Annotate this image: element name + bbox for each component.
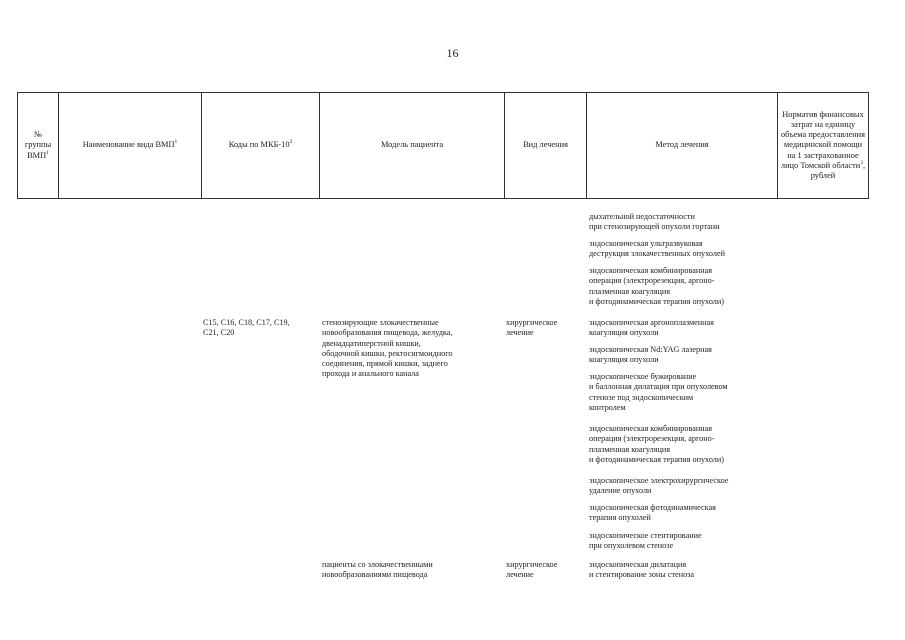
header-treatment-method-text: Метод лечения bbox=[655, 140, 709, 150]
method-cell: эндоскопическая фотодинамическая терапия опухолей bbox=[589, 503, 716, 523]
method-cell: эндоскопическая аргоноплазменная коагуляция опухоли bbox=[589, 318, 714, 338]
patient-model-cell: пациенты со злокачественными новообразованиями пищевода bbox=[322, 560, 433, 580]
header-icd-codes-text: Коды по МКБ-10 bbox=[228, 140, 290, 150]
header-cost-norm-text: Норматив финансовых затрат на единицу объема предоставления медицинской помощи на 1 застрахованное лицо Томской области bbox=[780, 109, 866, 170]
method-cell: эндоскопическое бужирование и баллонная дилатация при опухолевом стенозе под эндоскопическим контролем bbox=[589, 372, 728, 412]
icd-codes-cell: C15, C16, C18, C17, C19, C21, C20 bbox=[203, 318, 290, 338]
footnote-mark: 3 bbox=[860, 160, 863, 166]
method-cell: эндоскопическое электрохирургическое удаление опухоли bbox=[589, 476, 729, 496]
header-patient-model bbox=[320, 93, 505, 198]
header-cost-norm-suffix: , рублей bbox=[810, 160, 866, 180]
patient-model-cell: стенозирующие злокачественные новообразования пищевода, желудка, двенадцатиперстной кишки, ободочной кишки, ректосигмоидного соединения, прямой кишки, заднего прохода и анального канала bbox=[322, 318, 453, 379]
header-treatment-kind bbox=[505, 93, 587, 198]
header-vmp-name bbox=[59, 93, 202, 198]
header-group-number bbox=[18, 93, 59, 198]
method-cell: эндоскопическая ультразвуковая деструкция злокачественных опухолей bbox=[589, 239, 725, 259]
header-cost-norm bbox=[778, 93, 868, 198]
footnote-mark: 1 bbox=[174, 139, 178, 146]
footnote-mark: 2 bbox=[289, 139, 293, 146]
header-vmp-name-text: Наименование вида ВМП bbox=[82, 140, 175, 150]
header-patient-model-text: Модель пациента bbox=[380, 140, 444, 150]
method-cell: эндоскопическая комбинированная операция (электрорезекция, аргоно- плазменная коагуляция и фотодинамическая терапия опухоли) bbox=[589, 424, 725, 464]
footnote-mark: 1 bbox=[46, 149, 49, 156]
treatment-kind-cell: хирургическое лечение bbox=[506, 560, 558, 580]
method-cell: дыхательной недостаточности при стенозирующей опухоли гортани bbox=[589, 212, 720, 232]
header-icd-codes bbox=[202, 93, 320, 198]
header-group-number-text: № группы ВМП bbox=[24, 130, 52, 160]
table-header bbox=[17, 92, 869, 199]
method-cell: эндоскопическое стентирование при опухолевом стенозе bbox=[589, 531, 702, 551]
treatment-kind-cell: хирургическое лечение bbox=[506, 318, 558, 338]
method-cell: эндоскопическая Nd:YAG лазерная коагуляция опухоли bbox=[589, 345, 712, 365]
page-number: 16 bbox=[446, 46, 459, 60]
header-treatment-method bbox=[587, 93, 778, 198]
method-cell: эндоскопическая комбинированная операция (электрорезекция, аргоно- плазменная коагуляция и фотодинамическая терапия опухоли) bbox=[589, 266, 725, 306]
method-cell: эндоскопическая дилатация и стентирование зоны стеноза bbox=[589, 560, 695, 580]
header-treatment-kind-text: Вид лечения bbox=[523, 140, 568, 150]
